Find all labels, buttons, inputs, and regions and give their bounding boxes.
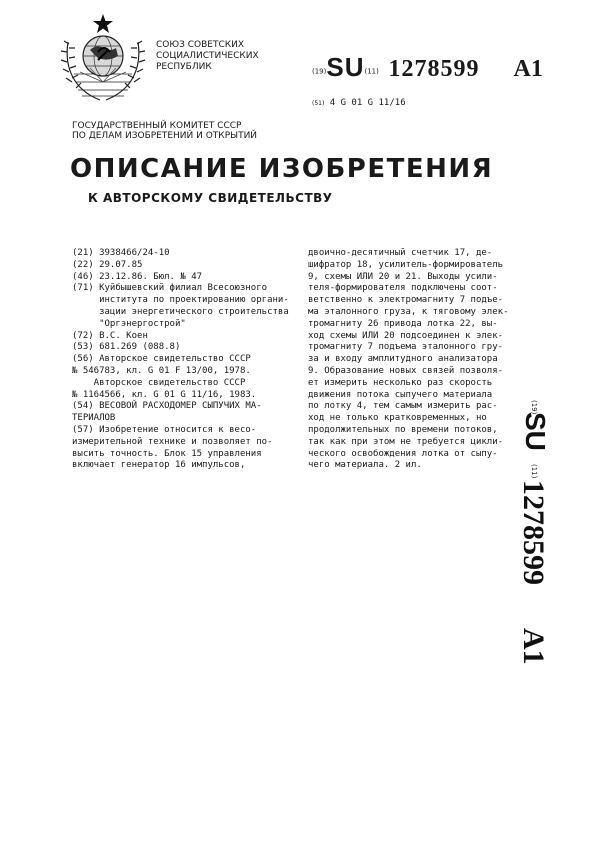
text-line: института по проектированию органи- [72,295,289,306]
text-line: (57) Изобретение относится к весо- [72,424,257,435]
left-column [72,248,289,472]
text-line: (22) 29.07.85 [72,259,143,270]
text-line: двоично-десятичный счетчик 17, де- [308,248,493,258]
text-line: ветственно к электромагниту 7 подъе- [308,295,504,306]
patent-number: 1278599 [388,56,480,82]
text-line: чего материала. 2 ил. [308,460,422,471]
inid-code-19: (19) [312,67,327,76]
text-line: ма эталонного груза, к тяговому элек- [308,306,509,317]
text-line: за и входу амплитудного анализатора [308,354,498,365]
text-line: ческого освобождения лотка от сыпу- [308,448,498,459]
text-line: (71) Куйбышевский филиал Всесоюзного [72,283,268,294]
text-line: теля-формирователя подключены соот- [308,283,498,294]
text-line: Авторское свидетельство СССР [72,377,246,388]
ipc-value: 4 G 01 G 11/16 [329,98,406,108]
text-line: продолжительных по времени потоков, [308,424,498,435]
text-line: "Оргэнергострой" [72,318,186,329]
document-subtitle: К АВТОРСКОМУ СВИДЕТЕЛЬСТВУ [88,191,333,205]
side-country-code: SU [520,412,551,451]
text-line: ход схемы ИЛИ 20 подсоединен к элек- [308,330,504,341]
document-title: ОПИСАНИЕ ИЗОБРЕТЕНИЯ [70,154,494,184]
text-line: (53) 681.269 (088.8) [72,342,181,353]
text-line: ет измерить несколько раз скорость [308,377,493,388]
org-line: СОЦИАЛИСТИЧЕСКИХ [156,51,259,61]
right-column [308,248,508,472]
text-line: (56) Авторское свидетельство СССР [72,354,251,365]
side-kind-code: A1 [517,628,550,665]
text-line: высить точность. Блок 15 управления [72,448,262,459]
text-line: ТЕРИАЛОВ [72,413,116,424]
patent-number-header [312,52,543,83]
kind-code: A1 [513,56,543,82]
text-line: (46) 23.12.86. Бюл. № 47 [72,271,203,282]
ipc-classification [312,98,406,108]
text-line: по лотку 4, тем самым измерить рас- [308,401,498,412]
text-line: № 546783, кл. G 01 F 13/00, 1978. [72,365,251,376]
text-line: тромагниту 7 подъема эталонного гру- [308,342,504,353]
country-code: SU [326,52,365,82]
side-inid-code-19: (19) [530,400,538,415]
ussr-emblem-icon [60,12,146,106]
text-line: так как при этом не требуется цикли- [308,436,504,447]
text-line: (72) В.С. Коен [72,330,148,341]
text-line: тромагниту 26 привода лотка 22, вы- [308,318,498,329]
side-patent-stamp [510,398,570,688]
text-line: ход не только кратковременных, но [308,413,487,424]
org-line: РЕСПУБЛИК [156,62,212,72]
org-line: СОЮЗ СОВЕТСКИХ [156,40,245,50]
text-line: 9. Образование новых связей позволя- [308,365,504,376]
text-line: включает генератор 16 импульсов, [72,460,246,471]
text-line: измерительной технике и позволяет по- [72,436,273,447]
inid-code-51: (51) [312,100,325,107]
text-line: шифратор 18, усилитель-формирователь [308,259,504,270]
text-line: (21) 3938466/24-10 [72,248,170,258]
side-patent-number: 1278599 [517,480,550,585]
side-inid-code-11: (11) [530,464,538,479]
text-line: зации энергетического строительства [72,306,289,317]
committee-line: ПО ДЕЛАМ ИЗОБРЕТЕНИЙ И ОТКРЫТИЙ [72,131,258,141]
committee-line: ГОСУДАРСТВЕННЫЙ КОМИТЕТ СССР [72,121,242,131]
text-line: № 1164566, кл. G 01 G 11/16, 1983. [72,389,257,400]
inid-code-11: (11) [364,67,379,76]
text-line: (54) ВЕСОВОЙ РАСХОДОМЕР СЫПУЧИХ МА- [72,401,262,412]
country-org-block [156,40,259,73]
text-line: 9, схемы ИЛИ 20 и 21. Выходы усили- [308,271,498,282]
text-line: движения потока сыпучего материала [308,389,493,400]
committee-block [72,121,257,141]
